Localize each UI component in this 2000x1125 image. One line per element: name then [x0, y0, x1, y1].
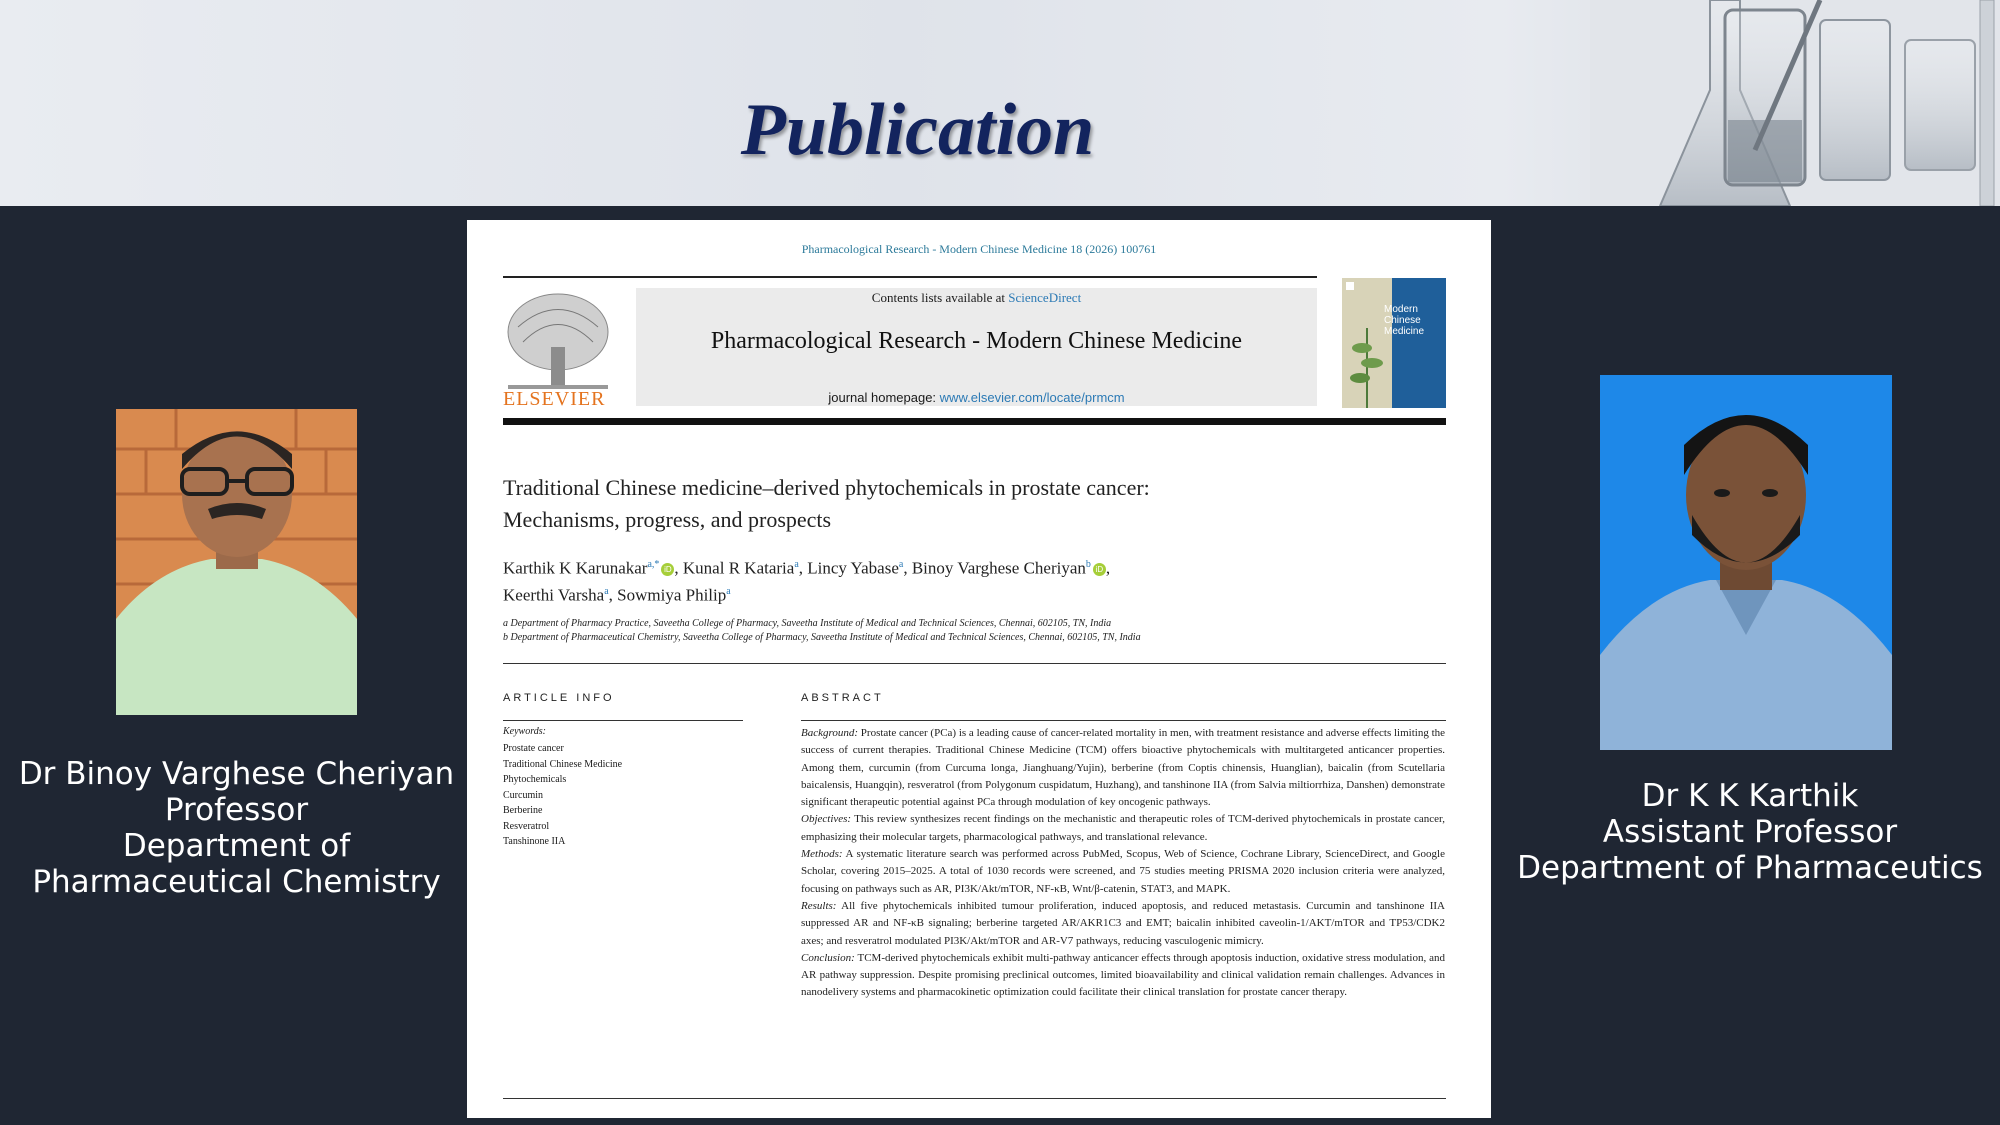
abstract-objectives-text: This review synthesizes recent findings on the mechanistic and therapeutic roles of TCM-derived phytochemicals in prostate cancer, emphasizing their molecular targets, pharmacological pathways, and translational relevance.	[801, 813, 1445, 843]
publisher-wordmark: ELSEVIER	[503, 388, 606, 410]
orcid-icon[interactable]: iD	[661, 563, 674, 576]
cover-plant-image	[1342, 278, 1446, 408]
abstract-methods-label: Methods:	[801, 848, 843, 861]
header-banner	[0, 0, 2000, 206]
right-person-photo	[1600, 375, 1892, 750]
cover-title: Modern Chinese Medicine	[1384, 304, 1425, 337]
left-person-name: Dr Binoy Varghese Cheriyan	[18, 756, 455, 792]
sciencedirect-link[interactable]: ScienceDirect	[1008, 290, 1082, 305]
keyword: Phytochemicals	[503, 774, 567, 785]
abstract-methods-text: A systematic literature search was performed across PubMed, Scopus, Web of Science, Cochrane Library, ScienceDirect, and Google Scholar, covering 2015–2025. A total of 1030 records were screened, and 75 studies meeting PRISMA 2020 inclusion criteria were analyzed, focusing on pathways such as AR, PI3K/Akt/mTOR, NF-κB, Wnt/β-catenin, STAT3, and MAPK.	[801, 848, 1445, 895]
publication-page	[467, 220, 1491, 1118]
keyword: Prostate cancer	[503, 743, 564, 754]
keyword: Tanshinone IIA	[503, 836, 566, 847]
abstract-conclusion	[801, 950, 1445, 1002]
portrait-image	[1600, 375, 1892, 750]
author-name: Keerthi Varsha	[503, 585, 605, 605]
contents-line	[636, 290, 1317, 306]
divider	[503, 1098, 1446, 1099]
portrait-image	[116, 409, 357, 715]
article-title-line-1: Traditional Chinese medicine–derived phytochemicals in prostate cancer:	[503, 475, 1150, 500]
article-title	[503, 472, 1403, 536]
left-person-role: Professor	[164, 792, 309, 828]
right-person-caption	[1500, 778, 2000, 886]
keyword: Berberine	[503, 805, 543, 816]
orcid-icon[interactable]: iD	[1093, 563, 1106, 576]
abstract-results-text: All five phytochemicals inhibited tumour proliferation, induced apoptosis, and reduced metastasis. Curcumin and tanshinone IIA suppressed AR and NF-κB signaling; berberine targeted AR/AKR1C3 and EMT; baicalin inhibited caveolin-1/AKT/mTOR and TP53/CDK2 axes; and resveratrol modulated PI3K/Akt/mTOR and AR-V7 pathways, reducing vasculogenic mimicry.	[801, 899, 1445, 947]
left-person-photo	[116, 409, 357, 715]
left-person-dept-line-2: Pharmaceutical Chemistry	[32, 864, 441, 900]
abstract-objectives-label: Objectives:	[801, 813, 852, 826]
abstract-heading: ABSTRACT	[801, 692, 884, 704]
abstract-background-text: Prostate cancer (PCa) is a leading cause of cancer-related mortality in men, with treatment resistance and adverse effects limiting the success of current therapies. Traditional Chinese Medicine (TCM) offers bioactive phytochemicals with multitargeted anticancer properties. Among them, curcumin (from Curcuma longa, Jianghuang/Yujin), berberine (from Coptis chinensis, Huanglian), baicalin (from Scutellaria baicalensis, Huangqin), resveratrol (from Polygonum cuspidatum, Huzhang), and tanshinone IIA (from Salvia miltiorrhiza, Danshen) demonstrate significant therapeutic potential against PCa through modulation of key oncogenic pathways.	[801, 727, 1446, 809]
keyword: Curcumin	[503, 789, 543, 801]
author-affiliation-mark: a,*	[647, 559, 660, 570]
divider	[503, 663, 1446, 664]
affiliation-a: a Department of Pharmacy Practice, Saveetha College of Pharmacy, Saveetha Institute of Medical and Technical Sciences, Chennai, 602105, TN, India	[503, 618, 1112, 629]
homepage-prefix: journal homepage:	[828, 390, 940, 405]
slide-title: Publication	[740, 89, 1095, 171]
author-affiliation-mark: a	[604, 585, 609, 597]
author-name: Karthik K Karunakar	[503, 558, 648, 578]
journal-cover-thumbnail	[1342, 278, 1446, 408]
homepage-line	[636, 390, 1317, 405]
author-name: Kunal R Kataria	[682, 558, 795, 578]
abstract-background	[801, 725, 1445, 811]
journal-citation: Pharmacological Research - Modern Chinese Medicine 18 (2026) 100761	[801, 242, 1157, 256]
abstract-conclusion-text: TCM-derived phytochemicals exhibit multi-pathway anticancer effects through apoptosis induction, oxidative stress modulation, and AR pathway suppression. Despite promising preclinical outcomes, limited bioavailability and clinical validation remain challenges. Advances in nanodelivery systems and pharmacokinetic optimization could facilitate their clinical translation for prostate cancer therapy.	[801, 951, 1445, 999]
abstract-background-label: Background:	[801, 727, 859, 739]
article-title-line-2: Mechanisms, progress, and prospects	[503, 507, 832, 532]
author-name: Binoy Varghese Cheriyan	[911, 558, 1086, 578]
author-affiliation-mark: a	[726, 585, 731, 597]
keywords-label: Keywords:	[503, 726, 546, 737]
left-person-caption	[0, 756, 473, 900]
right-person-name: Dr K K Karthik	[1641, 778, 1859, 814]
contents-prefix: Contents lists available at	[871, 290, 1009, 305]
abstract-results-label: Results:	[801, 899, 837, 912]
abstract-body	[801, 725, 1445, 1002]
abstract-conclusion-label: Conclusion:	[801, 951, 855, 964]
author-name: Sowmiya Philip	[617, 585, 727, 605]
left-person-dept-line-1: Department of	[122, 828, 351, 864]
affiliations	[503, 617, 1463, 645]
author-list: Karthik K Karunakar$^{a,*}$ iD , Kunal R Kataria$^a$, Lincy Yabase$^a$, Binoy Varghese Cheriyan$^b$ iD , Keerthi Varsha$^a$, Sowmiya Philip$^a$	[503, 558, 1111, 605]
author-affiliation-mark: a	[898, 559, 904, 570]
affiliation-b: b Department of Pharmaceutical Chemistry, Saveetha College of Pharmacy, Saveetha Institute of Medical and Technical Sciences, Chennai, 602105, TN, India	[503, 632, 1141, 643]
top-rule	[503, 276, 1317, 278]
right-person-role: Assistant Professor	[1602, 814, 1898, 850]
divider	[801, 720, 1446, 721]
keywords-list	[503, 741, 622, 850]
article-info-heading: ARTICLE INFO	[503, 692, 615, 704]
author-affiliation-mark: a	[794, 559, 799, 570]
homepage-link[interactable]: www.elsevier.com/locate/prmcm	[939, 390, 1125, 405]
author-name: Lincy Yabase	[807, 558, 899, 578]
abstract-results	[801, 898, 1445, 950]
journal-name: Pharmacological Research - Modern Chinese Medicine	[710, 328, 1243, 354]
right-person-dept: Department of Pharmaceutics	[1517, 850, 1983, 886]
abstract-objectives	[801, 811, 1445, 846]
author-affiliation-mark: b	[1085, 559, 1091, 570]
keyword: Traditional Chinese Medicine	[503, 758, 623, 770]
keyword: Resveratrol	[503, 820, 550, 832]
divider	[503, 720, 743, 721]
abstract-methods	[801, 846, 1445, 898]
masthead-rule	[503, 418, 1446, 425]
